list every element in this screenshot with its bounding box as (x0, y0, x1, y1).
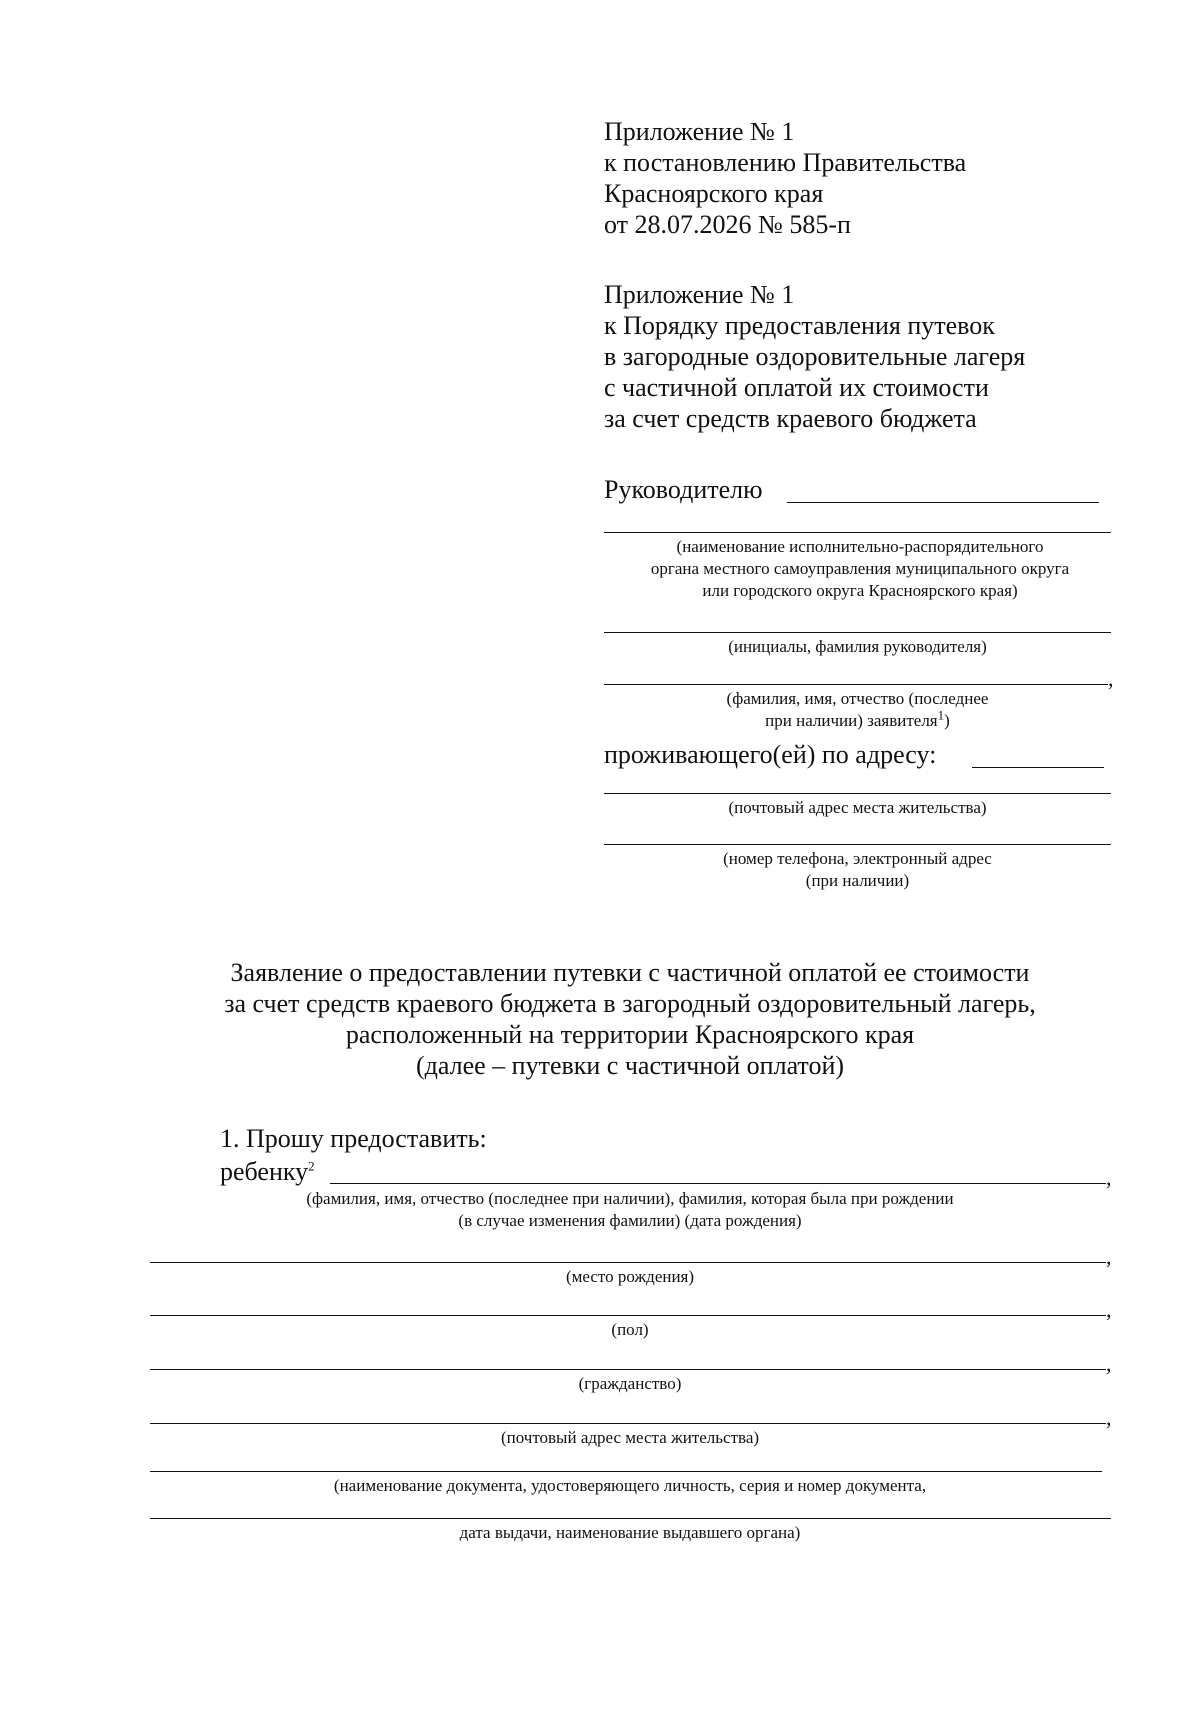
appendix-2-line: к Порядку предоставления путевок (604, 311, 995, 340)
head-initials-field[interactable] (604, 632, 1111, 633)
child-caption: (фамилия, имя, отчество (последнее при наличии), фамилия, которая была при рождении (в случае изменения фамилии) (дата рождения) (306, 1189, 954, 1230)
child-address-caption: (почтовый адрес места жительства) (500, 1428, 760, 1447)
child-name-field[interactable] (330, 1183, 1106, 1184)
appendix-1-line: от 28.07.2026 № 585-п (604, 210, 851, 239)
applicant-caption: (фамилия, имя, отчество (последнее при наличии) заявителя$^1$) (726, 689, 989, 730)
child-address-field[interactable] (150, 1423, 1106, 1424)
appendix-1-block (604, 116, 1124, 240)
comma: , (1106, 1244, 1112, 1269)
birthplace-caption: (место рождения) (565, 1267, 695, 1286)
footnote-ref: 1 (937, 707, 945, 723)
contact-caption: (номер телефона, электронный адрес (при наличии) (723, 849, 992, 890)
sex-caption: (пол) (611, 1320, 649, 1339)
section-1-heading: 1. Прошу предоставить: (220, 1124, 487, 1153)
identity-doc-caption-1: (наименование документа, удостоверяющего личность, серия и номер документа, (333, 1476, 927, 1495)
applicant-name-field[interactable] (604, 684, 1108, 685)
birthplace-field[interactable] (150, 1262, 1106, 1263)
residing-label: проживающего(ей) по адресу: (604, 740, 937, 769)
comma: , (1106, 1351, 1112, 1376)
comma: , (1106, 1405, 1112, 1430)
citizenship-field[interactable] (150, 1369, 1106, 1370)
appendix-2-block (604, 279, 1164, 434)
citizenship-caption: (гражданство) (578, 1374, 682, 1393)
appendix-2-line: в загородные оздоровительные лагеря (604, 342, 1026, 371)
comma: , (1106, 1165, 1112, 1190)
identity-doc-caption-2: дата выдачи, наименование выдавшего органа) (459, 1523, 801, 1542)
appendix-2-line: Приложение № 1 (604, 280, 795, 309)
appendix-1-line: к постановлению Правительства (604, 148, 967, 177)
to-head-label: Руководителю (604, 475, 763, 504)
residing-inline-field[interactable] (972, 767, 1104, 768)
contact-field[interactable] (604, 844, 1111, 845)
head-name-field[interactable] (787, 502, 1099, 503)
sex-field[interactable] (150, 1315, 1106, 1316)
address-caption: (почтовый адрес места жительства) (728, 798, 987, 817)
appendix-1-line: Красноярского края (604, 179, 824, 208)
comma: , (1106, 1297, 1112, 1322)
identity-doc-field[interactable] (150, 1471, 1102, 1472)
appendix-1-line: Приложение № 1 (604, 117, 795, 146)
identity-doc-issue-field[interactable] (150, 1518, 1111, 1519)
org-caption: (наименование исполнительно-распорядительного органа местного самоуправления муниципального округа или городского округа Красноярского края) (650, 537, 1070, 600)
appendix-2-line: с частичной оплатой их стоимости (604, 373, 989, 402)
footnote-ref: 2 (308, 1158, 315, 1174)
head-caption: (инициалы, фамилия руководителя) (728, 637, 987, 656)
residing-address-field[interactable] (604, 793, 1111, 794)
application-title: Заявление о предоставлении путевки с частичной оплатой ее стоимости за счет средств краевого бюджета в загородный оздоровительный лагерь, расположенный на территории Красноярского края (далее – путевки с частичной оплатой) (224, 958, 1036, 1080)
org-name-field[interactable] (604, 532, 1111, 533)
child-label: ребенку$^2$ (220, 1157, 315, 1186)
appendix-2-line: за счет средств краевого бюджета (604, 404, 977, 433)
comma: , (1108, 666, 1114, 691)
